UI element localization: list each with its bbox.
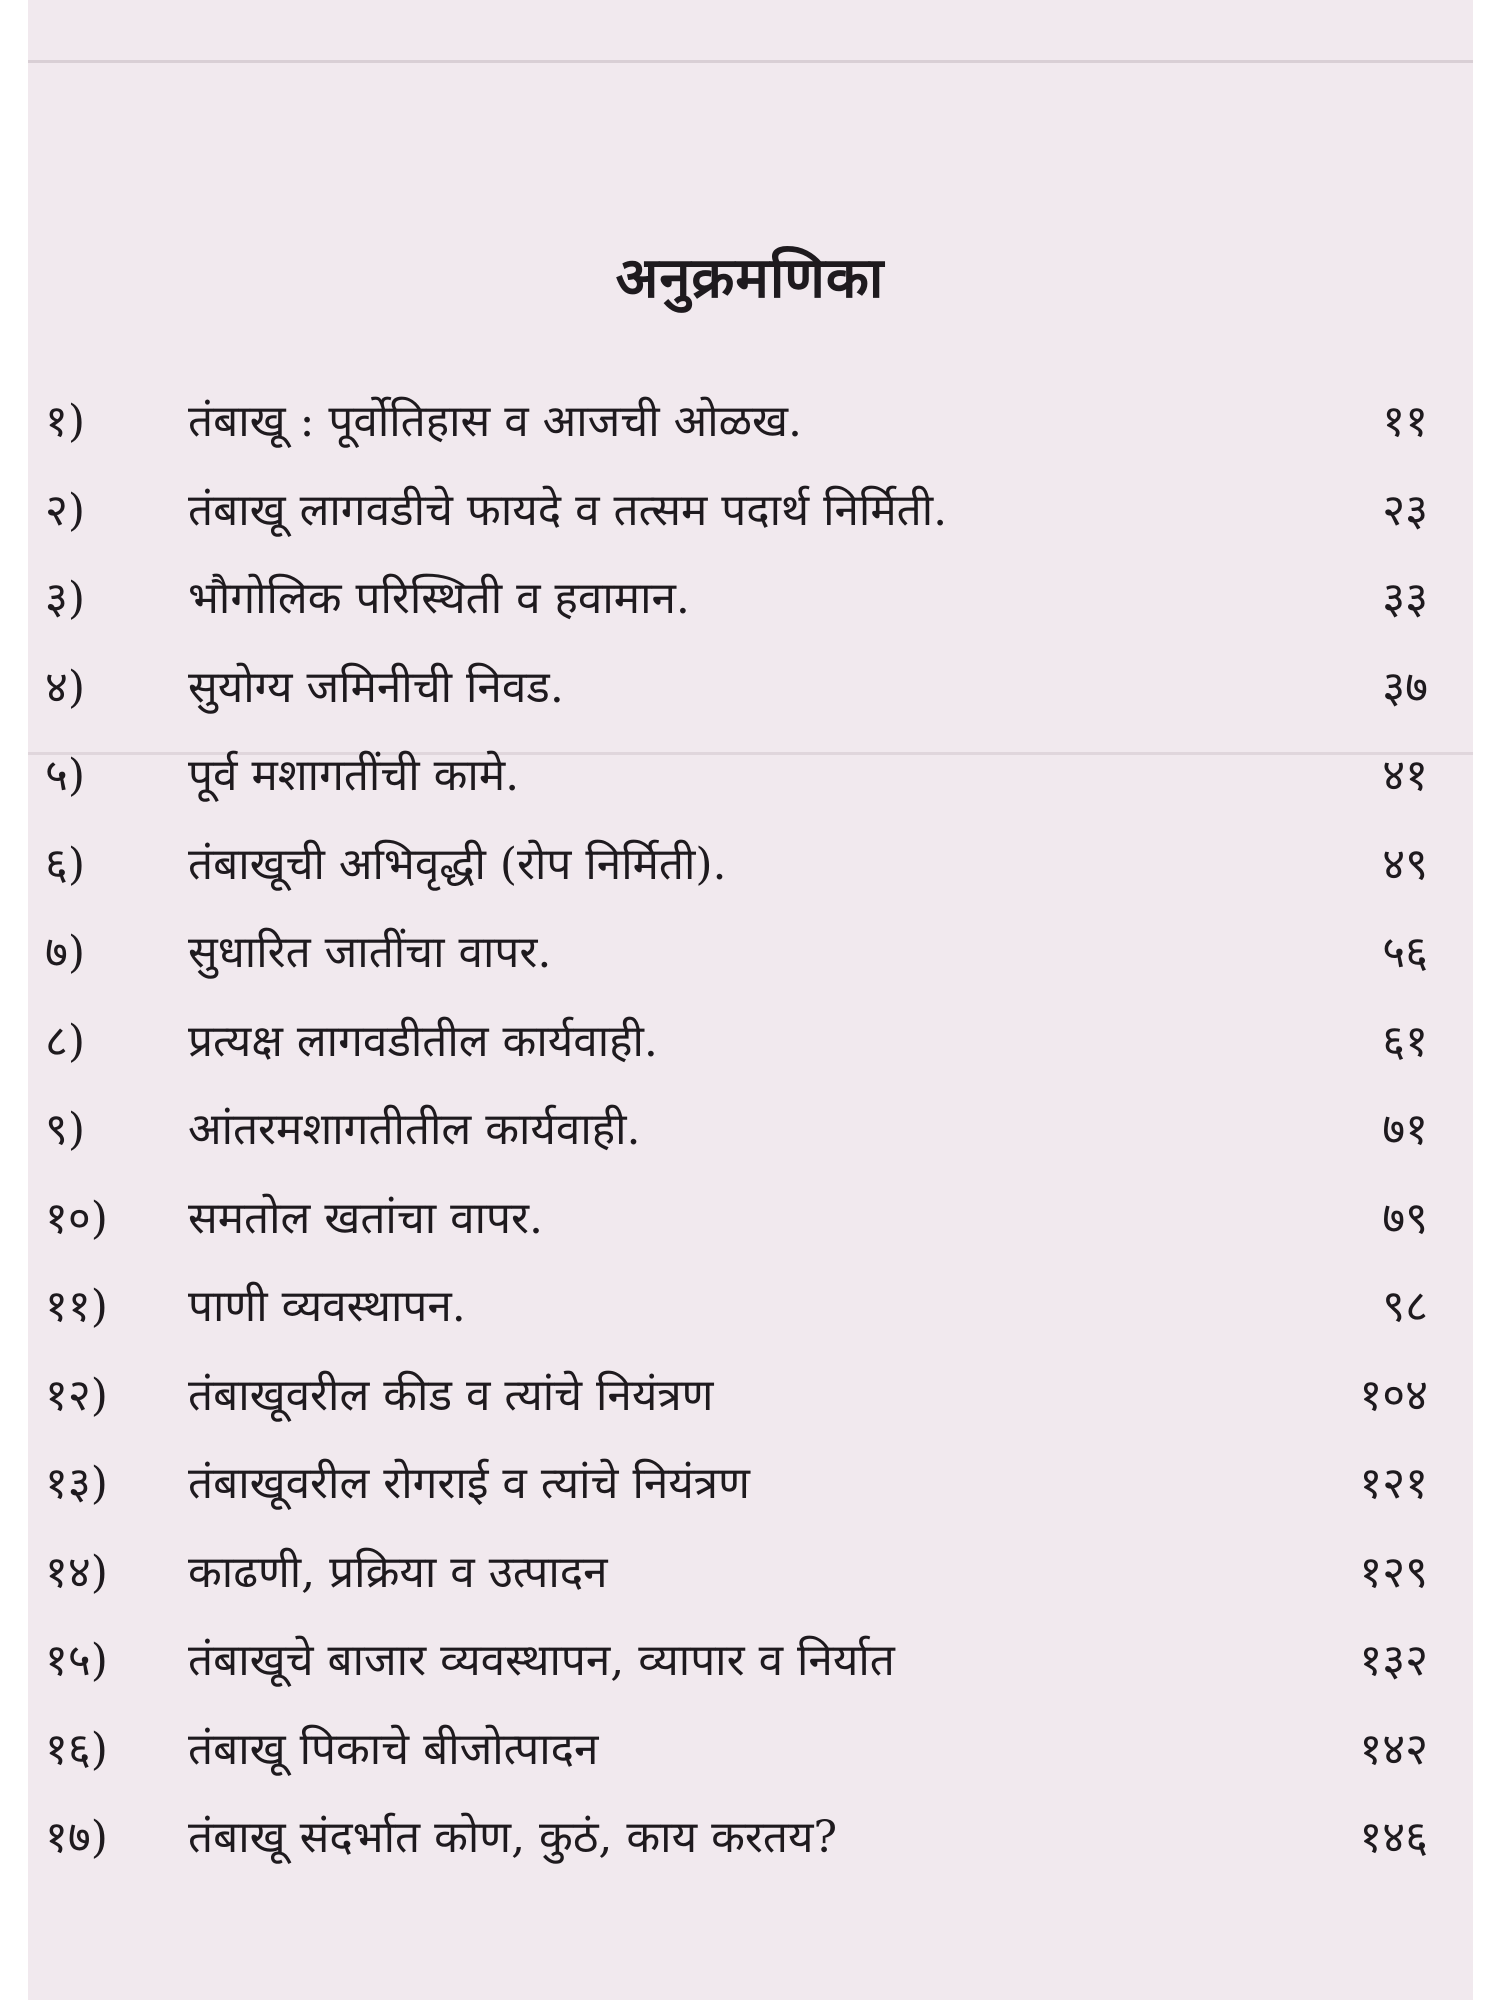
toc-entry-number: १६) — [45, 1723, 108, 1775]
toc-entry-title: प्रत्यक्ष लागवडीतील कार्यवाही. — [188, 1015, 658, 1067]
toc-entry-number: १५) — [45, 1635, 108, 1686]
toc-entry-title: तंबाखू पिकाचे बीजोत्पादन — [188, 1723, 599, 1775]
toc-entry-page: ७९ — [1382, 1192, 1428, 1244]
toc-entry-page: ३३ — [1382, 573, 1428, 624]
toc-entry-number: ३) — [45, 573, 86, 624]
toc-entry-title: तंबाखू लागवडीचे फायदे व तत्सम पदार्थ निर्मिती. — [188, 484, 948, 536]
toc-entry-page: ४९ — [1382, 838, 1428, 890]
toc-entry — [0, 1012, 1500, 1101]
toc-entry-title: भौगोलिक परिस्थिती व हवामान. — [188, 573, 690, 624]
toc-entry — [0, 569, 1500, 658]
toc-entry-page: ५६ — [1382, 927, 1428, 978]
toc-entry — [0, 1454, 1500, 1543]
toc-entry — [0, 1808, 1500, 1897]
toc-entry-title: पूर्व मशागतींची कामे. — [188, 750, 520, 801]
toc-entry-number: २) — [45, 484, 86, 536]
toc-entry-title: तंबाखूचे बाजार व्यवस्थापन, व्यापार व निर्यात — [188, 1635, 895, 1686]
toc-entry-page: ११ — [1382, 396, 1428, 447]
toc-entry-title: तंबाखूवरील कीड व त्यांचे नियंत्रण — [188, 1369, 714, 1421]
toc-entry — [0, 1189, 1500, 1278]
table-of-contents — [0, 392, 1500, 1897]
toc-entry-page: ९८ — [1382, 1281, 1428, 1332]
toc-entry-number: ७) — [45, 927, 86, 978]
toc-entry-number: ४) — [45, 661, 86, 713]
toc-entry-number: ९) — [45, 1104, 86, 1155]
toc-entry-title: काढणी, प्रक्रिया व उत्पादन — [188, 1546, 608, 1598]
toc-entry — [0, 1543, 1500, 1632]
toc-entry-number: १) — [45, 396, 86, 447]
toc-entry-page: १३२ — [1359, 1635, 1428, 1686]
toc-entry-title: तंबाखू : पूर्वोतिहास व आजची ओळख. — [188, 396, 803, 447]
toc-entry-page: ६१ — [1382, 1015, 1428, 1067]
toc-entry-number: ११) — [45, 1281, 108, 1332]
toc-entry-title: आंतरमशागतीतील कार्यवाही. — [188, 1104, 641, 1155]
page-title: अनुक्रमणिका — [615, 244, 885, 311]
toc-entry-title: तंबाखूची अभिवृद्धी (रोप निर्मिती). — [188, 838, 727, 890]
toc-entry-title: सुधारित जातींचा वापर. — [188, 927, 552, 978]
toc-entry-title: सुयोग्य जमिनीची निवड. — [188, 661, 564, 713]
toc-entry-title: तंबाखूवरील रोगराई व त्यांचे नियंत्रण — [188, 1458, 750, 1509]
toc-entry-page: ३७ — [1382, 661, 1428, 713]
toc-entry — [0, 392, 1500, 481]
toc-entry-page: १२९ — [1359, 1546, 1428, 1598]
toc-entry — [0, 1366, 1500, 1455]
toc-entry-page: ७१ — [1382, 1104, 1428, 1155]
toc-entry-page: १२१ — [1359, 1458, 1428, 1509]
toc-entry-number: ६) — [45, 838, 86, 890]
toc-entry — [0, 1720, 1500, 1809]
toc-entry-page: १४६ — [1359, 1812, 1428, 1863]
header-rule — [28, 60, 1473, 63]
toc-entry-page: १०४ — [1359, 1369, 1428, 1421]
toc-entry-number: १३) — [45, 1458, 108, 1509]
toc-entry-title: समतोल खतांचा वापर. — [188, 1192, 543, 1244]
toc-entry-number: ५) — [45, 750, 86, 801]
toc-entry-number: ८) — [45, 1015, 86, 1067]
toc-entry-number: १२) — [45, 1369, 108, 1421]
toc-entry-title: पाणी व्यवस्थापन. — [188, 1281, 466, 1332]
toc-entry — [0, 746, 1500, 835]
toc-entry-page: २३ — [1382, 484, 1428, 536]
toc-entry-title: तंबाखू संदर्भात कोण, कुठं, काय करतय? — [188, 1812, 838, 1863]
toc-entry — [0, 923, 1500, 1012]
toc-entry — [0, 835, 1500, 924]
toc-entry-page: ४१ — [1382, 750, 1428, 801]
toc-entry-page: १४२ — [1359, 1723, 1428, 1775]
toc-entry — [0, 1277, 1500, 1366]
toc-entry — [0, 481, 1500, 570]
toc-entry-number: १७) — [45, 1812, 108, 1863]
toc-entry-number: १०) — [45, 1192, 108, 1244]
toc-entry — [0, 658, 1500, 747]
toc-entry — [0, 1631, 1500, 1720]
toc-entry — [0, 1100, 1500, 1189]
toc-entry-number: १४) — [45, 1546, 108, 1598]
